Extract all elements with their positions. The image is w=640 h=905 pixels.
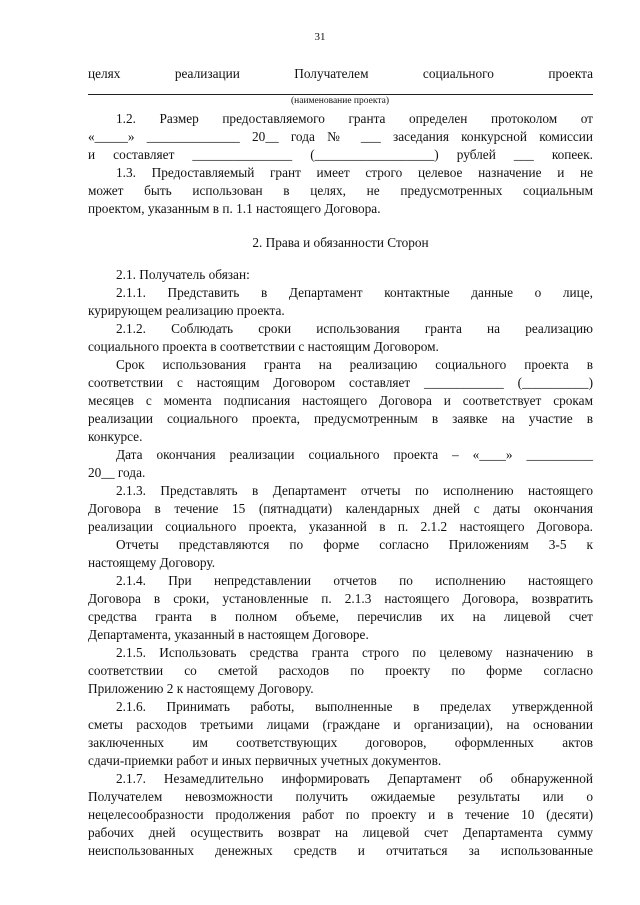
text-line: месяцев с момента подписания настоящего Договора и соответствует срокам — [88, 393, 593, 408]
text-line: Срок использования гранта на реализацию социального проекта в — [116, 357, 593, 372]
text-line: Департамента, указанный в настоящем Договоре. — [88, 627, 369, 642]
text-line: рабочих дней осуществить возврат на лицевой счет Департамента сумму — [88, 825, 593, 840]
text-line: 2.1.2. Соблюдать сроки использования гранта на реализацию — [116, 321, 593, 336]
text-line: 2.1.3. Представлять в Департамент отчеты по исполнению настоящего — [116, 483, 593, 498]
text-line: реализации социального проекта, указанной в п. 2.1.2 настоящего Договора. — [88, 519, 593, 534]
text-line: Дата окончания реализации социального проекта – «____» __________ — [116, 447, 593, 462]
text-line: конкурсе. — [88, 429, 143, 444]
text-line: Отчеты представляются по форме согласно Приложениям 3-5 к — [116, 537, 593, 552]
text-line: средства гранта в полном объеме, перечислив их на лицевой счет — [88, 609, 593, 624]
text-line: Получателем невозможности получить ожидаемые результаты или о — [88, 789, 593, 804]
text-line: настоящему Договору. — [88, 555, 216, 570]
text-line: целях реализации Получателем социального проекта — [88, 66, 593, 81]
text-line: заключенных им соответствующих договоров, оформленных актов — [88, 735, 593, 750]
text-line: нецелесообразности продолжения работ по проекту и в течение 10 (десяти) — [88, 807, 593, 822]
text-line: 2.1.7. Незамедлительно информировать Департамент об обнаруженной — [116, 771, 593, 786]
text-line: соответствии со сметой расходов по проекту по форме согласно — [88, 663, 593, 678]
section-heading: 2. Права и обязанности Сторон — [252, 235, 429, 250]
text-line: реализации социального проекта, предусмотренным в заявке на участие в — [88, 411, 593, 426]
fill-in-rule — [88, 94, 593, 95]
text-line: 2.1.6. Принимать работы, выполненные в пределах утвержденной — [116, 699, 593, 714]
text-line: курирующем реализацию проекта. — [88, 303, 285, 318]
field-caption: (наименование проекта) — [290, 96, 389, 106]
text-line: неиспользованных денежных средств и отчитаться за использованные — [88, 843, 593, 858]
text-line: сметы расходов третьими лицами (граждане и организации), на основании — [88, 717, 593, 732]
text-line: соответствии с настоящим Договором составляет ____________ (__________) — [88, 375, 593, 390]
text-line: может быть использован в целях, не предусмотренных социальным — [88, 183, 593, 198]
page-number: 31 — [314, 31, 326, 43]
text-line: 1.3. Предоставляемый грант имеет строго целевое назначение и не — [116, 165, 593, 180]
text-line: сдачи-приемки работ и иных первичных учетных документов. — [88, 753, 442, 768]
text-line: Договора в течение 15 (пятнадцати) календарных дней с даты окончания — [88, 501, 593, 516]
text-line: социального проекта в соответствии с настоящим Договором. — [88, 339, 439, 354]
text-line: 20__ года. — [88, 465, 146, 480]
text-line: 1.2. Размер предоставляемого гранта определен протоколом от — [116, 111, 593, 126]
text-line: «_____» ______________ 20__ года № ___ заседания конкурсной комиссии — [88, 129, 593, 144]
text-line: Приложению 2 к настоящему Договору. — [88, 681, 314, 696]
text-line: и составляет _______________ (__________________) рублей ___ копеек. — [88, 147, 593, 162]
text-line: 2.1. Получатель обязан: — [116, 267, 250, 282]
text-line: 2.1.4. При непредставлении отчетов по исполнению настоящего — [116, 573, 593, 588]
text-line: Договора в сроки, установленные п. 2.1.3 настоящего Договора, возвратить — [88, 591, 593, 606]
text-line: 2.1.1. Представить в Департамент контактные данные о лице, — [116, 285, 593, 300]
text-line: 2.1.5. Использовать средства гранта строго по целевому назначению в — [116, 645, 593, 660]
text-line: проектом, указанным в п. 1.1 настоящего Договора. — [88, 201, 381, 216]
